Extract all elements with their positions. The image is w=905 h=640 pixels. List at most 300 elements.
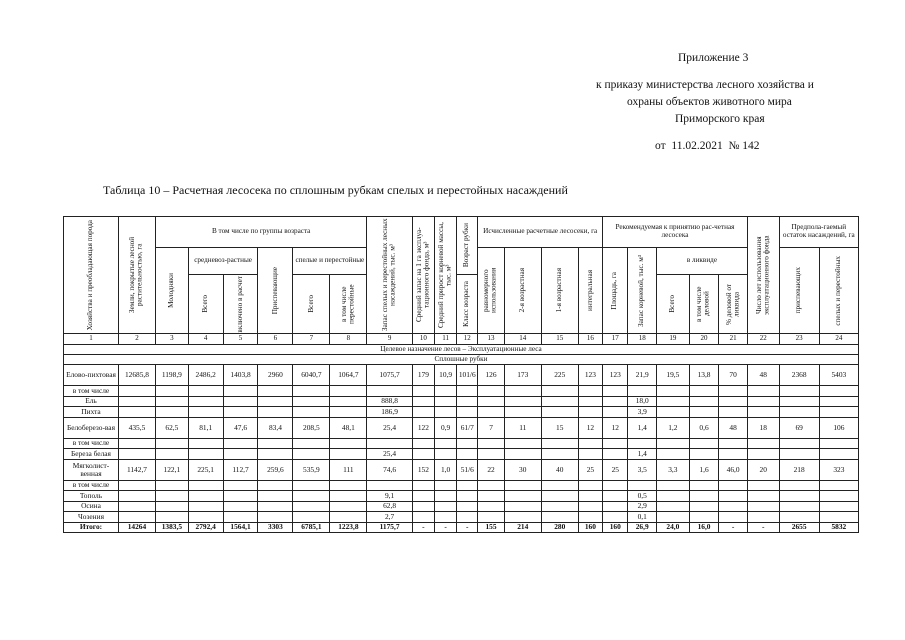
table-cell (457, 480, 478, 491)
column-number: 4 (188, 334, 223, 345)
table-cell: 1,2 (656, 417, 689, 438)
table-row (64, 365, 859, 386)
table-cell (457, 501, 478, 512)
column-number: 17 (603, 334, 628, 345)
table-cell: 1,4 (628, 417, 657, 438)
table-cell: 2486,2 (188, 365, 223, 386)
header-mature: спелые и перестойные (293, 248, 367, 275)
table-cell (293, 438, 330, 449)
table-cell: 25 (603, 459, 628, 480)
table-cell (578, 449, 602, 460)
table-cell (188, 501, 223, 512)
table-cell (504, 438, 541, 449)
table-cell (258, 407, 293, 418)
table-cell: 62,8 (367, 501, 412, 512)
table-cell (747, 396, 779, 407)
table-cell: 1075,7 (367, 365, 412, 386)
header-young (155, 248, 188, 334)
table-cell (747, 386, 779, 397)
table-cell: 101/6 (457, 365, 478, 386)
table-cell: 1198,9 (155, 365, 188, 386)
table-cell (747, 407, 779, 418)
table-cell (223, 386, 258, 397)
table-cell (457, 396, 478, 407)
table-row (64, 386, 859, 397)
header-second-age (504, 248, 541, 334)
row-label: Пихта (64, 407, 119, 418)
row-label: Елово-пихтовая (64, 365, 119, 386)
table-cell: 30 (504, 459, 541, 480)
table-cell: 48,1 (330, 417, 367, 438)
header-text: 1-я возрастная (554, 268, 563, 313)
table-cell (118, 449, 155, 460)
table-cell (747, 501, 779, 512)
table-cell: 74,6 (367, 459, 412, 480)
header-text: % деловой от ликвида (724, 283, 741, 325)
table-cell (293, 396, 330, 407)
table-cell (118, 396, 155, 407)
column-number: 14 (504, 334, 541, 345)
header-years-use (747, 217, 779, 334)
table-cell: 225 (541, 365, 578, 386)
table-cell: 12685,8 (118, 365, 155, 386)
table-cell (656, 501, 689, 512)
table-cell: 12 (578, 417, 602, 438)
table-cell (689, 396, 719, 407)
table-cell (656, 396, 689, 407)
table-cell (118, 438, 155, 449)
header-text: Запас спелых и перестойных лесных насаждений, тыс. м³ (381, 218, 397, 332)
table-cell: 3303 (258, 522, 293, 533)
table-cell (478, 407, 504, 418)
table-row (64, 512, 859, 523)
table-cell: - (747, 522, 779, 533)
table-cell (412, 480, 434, 491)
table-cell: - (435, 522, 457, 533)
column-number: 20 (689, 334, 719, 345)
table-cell (188, 407, 223, 418)
table-cell (412, 491, 434, 502)
table-cell: 0,6 (689, 417, 719, 438)
table-cell (603, 512, 628, 523)
table-cell: 61/7 (457, 417, 478, 438)
table-cell (656, 386, 689, 397)
table-cell (223, 501, 258, 512)
table-cell: 152 (412, 459, 434, 480)
table-cell (457, 386, 478, 397)
table-cell (293, 386, 330, 397)
table-cell (603, 438, 628, 449)
column-number: 13 (478, 334, 504, 345)
subsection-title: Сплошные рубки (64, 355, 859, 365)
table-cell (719, 512, 748, 523)
header-text: Запас корневой, тыс. м³ (637, 254, 646, 327)
table-cell (412, 501, 434, 512)
table-cell (457, 438, 478, 449)
table-cell: 7 (478, 417, 504, 438)
header-calculated-cut: Исчисленные расчетные лесосеки, га (478, 217, 603, 248)
table-cell: - (457, 522, 478, 533)
table-cell: 21,9 (628, 365, 657, 386)
table-cell: - (719, 522, 748, 533)
table-cell (155, 491, 188, 502)
table-cell: 1564,1 (223, 522, 258, 533)
table-cell (603, 386, 628, 397)
column-number: 7 (293, 334, 330, 345)
header-rem-mature (819, 248, 858, 334)
table-cell: 48 (747, 365, 779, 386)
table-cell: 2,9 (628, 501, 657, 512)
table-cell (541, 386, 578, 397)
column-number: 24 (819, 334, 858, 345)
table-cell: 535,9 (293, 459, 330, 480)
table-cell (689, 491, 719, 502)
table-cell (293, 407, 330, 418)
table-cell (118, 491, 155, 502)
table-cell (258, 386, 293, 397)
table-cell: 22 (478, 459, 504, 480)
table-cell (603, 501, 628, 512)
table-cell (258, 449, 293, 460)
table-cell (435, 407, 457, 418)
table-cell (435, 449, 457, 460)
header-text: в том числе перестойные (339, 284, 356, 324)
table-cell (223, 449, 258, 460)
header-mature-total (293, 275, 330, 334)
table-cell (656, 480, 689, 491)
table-cell (628, 386, 657, 397)
table-cell (188, 480, 223, 491)
table-cell: 5832 (819, 522, 858, 533)
table-cell: 0,5 (628, 491, 657, 502)
header-text: Средний прирост корневой массы, тыс. м³ (437, 222, 453, 328)
column-number: 16 (578, 334, 602, 345)
table-cell (819, 491, 858, 502)
order-number: № 142 (728, 140, 760, 152)
table-cell (258, 491, 293, 502)
column-number: 12 (457, 334, 478, 345)
table-cell: 70 (719, 365, 748, 386)
table-cell (603, 449, 628, 460)
table-cell: 225,1 (188, 459, 223, 480)
table-cell: 186,9 (367, 407, 412, 418)
column-number: 6 (258, 334, 293, 345)
table-row (64, 459, 859, 480)
table-cell (578, 512, 602, 523)
row-label: Ель (64, 396, 119, 407)
table-cell: 123 (603, 365, 628, 386)
table-cell: 173 (504, 365, 541, 386)
table-cell (719, 501, 748, 512)
table-cell (330, 512, 367, 523)
header-text: Всего (200, 295, 209, 313)
table-cell (330, 449, 367, 460)
table-cell: 25,4 (367, 417, 412, 438)
table-cell (578, 491, 602, 502)
table-cell: 0,1 (628, 512, 657, 523)
column-number: 3 (155, 334, 188, 345)
table-cell (293, 491, 330, 502)
table-cell: 40 (541, 459, 578, 480)
table-cell (435, 396, 457, 407)
row-label: Итого: (64, 522, 119, 533)
row-label: Белоберезо-вая (64, 417, 119, 438)
column-number: 10 (412, 334, 434, 345)
table-cell (603, 491, 628, 502)
table-cell (155, 396, 188, 407)
table-cell (223, 491, 258, 502)
table-cell (188, 449, 223, 460)
header-liquid-total (656, 275, 689, 334)
row-label: Береза белая (64, 449, 119, 460)
table-cell: 888,8 (367, 396, 412, 407)
table-cell: 2792,4 (188, 522, 223, 533)
table-cell (478, 512, 504, 523)
header-liquid: в ликвиде (656, 248, 747, 275)
table-cell (478, 501, 504, 512)
table-cell: 435,5 (118, 417, 155, 438)
table-cell (541, 480, 578, 491)
table-cell (656, 438, 689, 449)
table-cell: 179 (412, 365, 434, 386)
table-cell (435, 386, 457, 397)
table-cell (656, 449, 689, 460)
column-number: 19 (656, 334, 689, 345)
table-cell: 111 (330, 459, 367, 480)
table-cell (578, 480, 602, 491)
table-cell: 218 (779, 459, 819, 480)
appendix-line-2: охраны объектов животного мира (627, 96, 792, 108)
table-cell: 51/6 (457, 459, 478, 480)
section-title: Целевое назначение лесов – Эксплуатационные леса (64, 345, 859, 355)
header-business-percent (719, 275, 748, 334)
table-cell (779, 449, 819, 460)
table-cell (747, 491, 779, 502)
table-cell (258, 396, 293, 407)
header-age-class (457, 275, 478, 334)
table-row (64, 501, 859, 512)
table-cell (478, 480, 504, 491)
table-cell (330, 386, 367, 397)
table-cell (330, 491, 367, 502)
table-cell (656, 512, 689, 523)
table-cell: 2655 (779, 522, 819, 533)
header-text: Всего (306, 295, 315, 313)
table-cell (779, 396, 819, 407)
table-cell (747, 480, 779, 491)
table-cell (478, 491, 504, 502)
table-cell (603, 396, 628, 407)
table-cell: 10,9 (435, 365, 457, 386)
table-cell (223, 438, 258, 449)
table-cell: 6040,7 (293, 365, 330, 386)
table-cell (628, 438, 657, 449)
table-cell (541, 407, 578, 418)
table-row (64, 491, 859, 502)
table-cell (504, 512, 541, 523)
header-premature (258, 248, 293, 334)
table-row (64, 396, 859, 407)
column-number-row (64, 334, 859, 345)
table-cell (412, 407, 434, 418)
table-cell (541, 438, 578, 449)
table-cell (541, 396, 578, 407)
table-cell (188, 386, 223, 397)
order-date-line (655, 141, 760, 153)
header-text: Возраст рубки (462, 223, 471, 268)
column-number: 15 (541, 334, 578, 345)
table-cell: 11 (504, 417, 541, 438)
table-cell: 81,1 (188, 417, 223, 438)
table-cell (603, 480, 628, 491)
column-number: 1 (64, 334, 119, 345)
table-cell (330, 501, 367, 512)
header-middle-total (188, 275, 223, 334)
table-cell (779, 501, 819, 512)
table-cell (578, 501, 602, 512)
table-cell (118, 501, 155, 512)
table-cell: 83,4 (258, 417, 293, 438)
table-cell: 25 (578, 459, 602, 480)
header-rem-premature (779, 248, 819, 334)
table-cell: 15 (541, 417, 578, 438)
table-cell (435, 512, 457, 523)
header-root-stock (628, 248, 657, 334)
table-cell (504, 501, 541, 512)
header-forest-land (118, 217, 155, 334)
table-cell (779, 386, 819, 397)
column-number: 8 (330, 334, 367, 345)
header-even-use (478, 248, 504, 334)
table-cell (819, 449, 858, 460)
table-cell (367, 438, 412, 449)
table-cell (457, 491, 478, 502)
table-cell (223, 396, 258, 407)
header-text: включено в расчет (235, 275, 244, 333)
table-cell (118, 407, 155, 418)
header-remaining: Предпола-гаемый остаток насаждений, га (779, 217, 858, 248)
header-felling-age (457, 217, 478, 275)
table-cell: 112,7 (223, 459, 258, 480)
header-text: Средний запас на 1 га эксплуа-тационного фонда, м³ (414, 227, 431, 323)
table-cell (457, 407, 478, 418)
table-cell (747, 512, 779, 523)
header-text: Число лет использования эксплуатационного фонда (754, 235, 771, 315)
appendix-line-1: к приказу министерства лесного хозяйства и (596, 79, 814, 91)
header-stock (367, 217, 412, 334)
table-cell (155, 480, 188, 491)
table-cell (819, 438, 858, 449)
table-cell: 24,0 (656, 522, 689, 533)
table-cell: 2368 (779, 365, 819, 386)
header-text: Площадь, га (610, 271, 619, 310)
table-cell (689, 407, 719, 418)
table-cell (258, 501, 293, 512)
table-cell: 208,5 (293, 417, 330, 438)
header-text: равномерного использования (482, 267, 499, 314)
header-middle-included (223, 275, 258, 334)
table-cell (504, 407, 541, 418)
column-number: 22 (747, 334, 779, 345)
table-cell (719, 396, 748, 407)
appendix-title: Приложение 3 (678, 52, 749, 64)
table-cell (719, 407, 748, 418)
table-cell (412, 386, 434, 397)
table-cell (293, 512, 330, 523)
table-cell: 3,3 (656, 459, 689, 480)
table-cell (819, 396, 858, 407)
table-cell (779, 407, 819, 418)
table-cell (541, 449, 578, 460)
table-cell: - (412, 522, 434, 533)
table-cell (412, 449, 434, 460)
table-cell: 123 (578, 365, 602, 386)
table-cell (435, 480, 457, 491)
table-cell (719, 386, 748, 397)
column-number: 5 (223, 334, 258, 345)
table-cell (779, 480, 819, 491)
table-cell: 259,6 (258, 459, 293, 480)
table-cell: 13,8 (689, 365, 719, 386)
row-label: Осина (64, 501, 119, 512)
table-cell (504, 449, 541, 460)
table-cell (118, 386, 155, 397)
table-cell (155, 512, 188, 523)
header-recommended-cut: Рекомендуемая к принятию рас-четная лесосека (603, 217, 748, 248)
table-cell (478, 449, 504, 460)
table-cell (155, 407, 188, 418)
table-cell (118, 512, 155, 523)
header-text: Молодняки (167, 273, 176, 308)
table-cell: 5403 (819, 365, 858, 386)
table-cell (258, 438, 293, 449)
table-cell (578, 386, 602, 397)
header-text: Земли, покрытые лесной растительностью, га (128, 236, 144, 314)
table-cell: 3,5 (628, 459, 657, 480)
table-cell (541, 512, 578, 523)
table-cell: 46,0 (719, 459, 748, 480)
row-label: в том числе (64, 480, 119, 491)
header-text: приспевающих (794, 267, 803, 314)
table-cell: 0,9 (435, 417, 457, 438)
column-number: 2 (118, 334, 155, 345)
column-number: 11 (435, 334, 457, 345)
row-label: в том числе (64, 438, 119, 449)
table-cell: 9,1 (367, 491, 412, 502)
table-cell: 69 (779, 417, 819, 438)
table-cell (689, 438, 719, 449)
table-cell: 106 (819, 417, 858, 438)
table-cell: 2,7 (367, 512, 412, 523)
header-first-age (541, 248, 578, 334)
table-title: Таблица 10 – Расчетная лесосека по сплошным рубкам спелых и перестойных насаждений (103, 183, 568, 197)
table-cell (223, 480, 258, 491)
table-cell (578, 407, 602, 418)
table-cell: 12 (603, 417, 628, 438)
table-cell (412, 512, 434, 523)
column-number: 18 (628, 334, 657, 345)
table-cell (155, 386, 188, 397)
table-cell: 1064,7 (330, 365, 367, 386)
table-cell (330, 480, 367, 491)
table-cell: 16,0 (689, 522, 719, 533)
table-cell: 1223,8 (330, 522, 367, 533)
table-cell (367, 480, 412, 491)
table-cell (118, 480, 155, 491)
table-cell: 1,4 (628, 449, 657, 460)
header-middle-aged: средневоз-растные (188, 248, 258, 275)
table-cell (747, 449, 779, 460)
